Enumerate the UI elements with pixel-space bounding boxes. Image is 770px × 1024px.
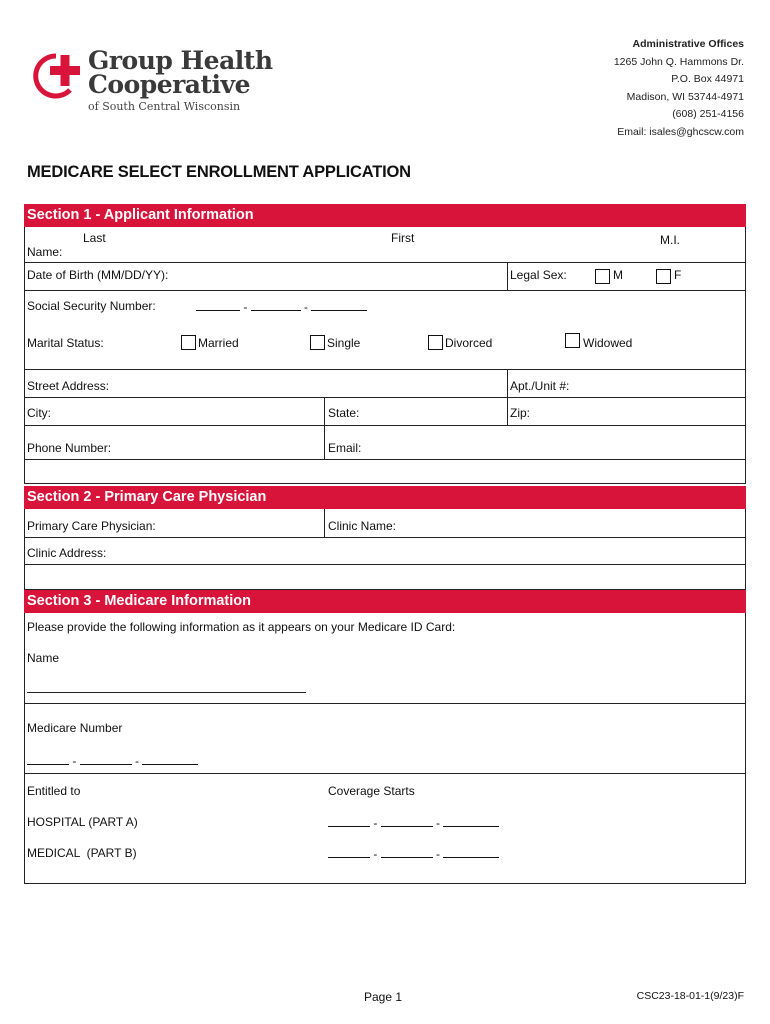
page-title: MEDICARE SELECT ENROLLMENT APPLICATION xyxy=(27,163,411,181)
street-address-label: Street Address: xyxy=(27,379,110,393)
admin-po-box: P.O. Box 44971 xyxy=(671,73,744,85)
divider xyxy=(24,703,746,704)
divider xyxy=(24,564,746,565)
section2-header: Section 2 - Primary Care Physician xyxy=(24,486,746,509)
divider xyxy=(24,369,746,370)
divider xyxy=(24,262,746,263)
page-number: Page 1 xyxy=(364,990,403,1004)
widowed-checkbox[interactable] xyxy=(565,333,580,348)
state-label: State: xyxy=(328,406,360,420)
admin-phone: (608) 251-4156 xyxy=(672,108,744,120)
email-label: Email: xyxy=(328,441,362,455)
logo-text-line1: Group Health xyxy=(88,46,273,75)
ssn-label: Social Security Number: xyxy=(27,299,156,313)
medicare-name-field[interactable] xyxy=(27,692,306,693)
ssn-field[interactable] xyxy=(196,299,367,314)
phone-number-label: Phone Number: xyxy=(27,441,112,455)
pcp-label: Primary Care Physician: xyxy=(27,519,156,533)
legal-sex-label: Legal Sex: xyxy=(510,268,567,282)
name-last-label: Last xyxy=(83,231,106,245)
part-b-date-dash: - xyxy=(436,847,441,861)
medicare-number-dash: - xyxy=(135,754,140,768)
divider xyxy=(24,397,746,398)
divider xyxy=(507,262,508,290)
divorced-checkbox[interactable] xyxy=(428,335,443,350)
divider xyxy=(24,773,746,774)
logo-tagline: of South Central Wisconsin xyxy=(88,100,241,113)
part-a-date-field[interactable] xyxy=(328,815,499,830)
name-mi-label: M.I. xyxy=(660,233,680,247)
admin-city: Madison, WI 53744-4971 xyxy=(626,90,744,103)
section3-header: Section 3 - Medicare Information xyxy=(24,590,746,613)
widowed-label: Widowed xyxy=(583,336,633,350)
cross-logo-icon xyxy=(30,50,88,100)
form-code: CSC23-18-01-1(9/23)F xyxy=(636,990,744,1002)
part-a-date-dash: - xyxy=(436,816,441,830)
divider xyxy=(24,459,746,460)
city-label: City: xyxy=(27,406,51,420)
clinic-name-label: Clinic Name: xyxy=(328,519,397,533)
medicare-number-label: Medicare Number xyxy=(27,721,123,735)
divider xyxy=(324,509,325,537)
medicare-instructions: Please provide the following information as it appears on your Medicare ID Card: xyxy=(27,620,456,634)
divorced-label: Divorced xyxy=(445,336,493,350)
marital-status-label: Marital Status: xyxy=(27,336,104,350)
single-checkbox[interactable] xyxy=(310,335,325,350)
divider xyxy=(24,425,746,426)
section1-box xyxy=(24,204,746,484)
admin-email: Email: isales@ghcscw.com xyxy=(617,125,744,138)
married-label: Married xyxy=(198,336,239,350)
part-a-label: HOSPITAL (PART A) xyxy=(27,815,138,829)
name-label: Name: xyxy=(27,245,63,259)
single-label: Single xyxy=(327,336,361,350)
company-logo xyxy=(30,40,280,118)
entitled-to-label: Entitled to xyxy=(27,784,81,798)
dob-label: Date of Birth (MM/DD/YY): xyxy=(27,268,169,282)
apt-unit-label: Apt./Unit #: xyxy=(510,379,570,393)
sex-m-label: M xyxy=(613,268,623,282)
part-a-date-dash: - xyxy=(373,816,378,830)
zip-label: Zip: xyxy=(510,406,531,420)
part-b-date-field[interactable] xyxy=(328,846,499,861)
sex-f-checkbox[interactable] xyxy=(656,269,671,284)
divider xyxy=(24,290,746,291)
name-first-label: First xyxy=(391,231,415,245)
medicare-name-label: Name xyxy=(27,651,60,665)
admin-offices-title: Administrative Offices xyxy=(632,38,744,50)
sex-m-checkbox[interactable] xyxy=(595,269,610,284)
divider xyxy=(24,537,746,538)
section3-box xyxy=(24,590,746,884)
ssn-dash: - xyxy=(304,300,309,314)
medicare-number-dash: - xyxy=(72,754,77,768)
admin-offices-address xyxy=(614,36,744,141)
admin-street: 1265 John Q. Hammons Dr. xyxy=(613,55,744,68)
logo-text-line2: Cooperative xyxy=(88,70,250,99)
sex-f-label: F xyxy=(674,268,682,282)
divider xyxy=(324,397,325,459)
married-checkbox[interactable] xyxy=(181,335,196,350)
coverage-starts-label: Coverage Starts xyxy=(328,784,415,798)
medicare-number-field[interactable] xyxy=(27,753,198,768)
part-b-label: MEDICAL (PART B) xyxy=(27,846,137,860)
ssn-dash: - xyxy=(243,300,248,314)
part-b-date-dash: - xyxy=(373,847,378,861)
section1-header: Section 1 - Applicant Information xyxy=(24,204,746,227)
clinic-address-label: Clinic Address: xyxy=(27,546,107,560)
